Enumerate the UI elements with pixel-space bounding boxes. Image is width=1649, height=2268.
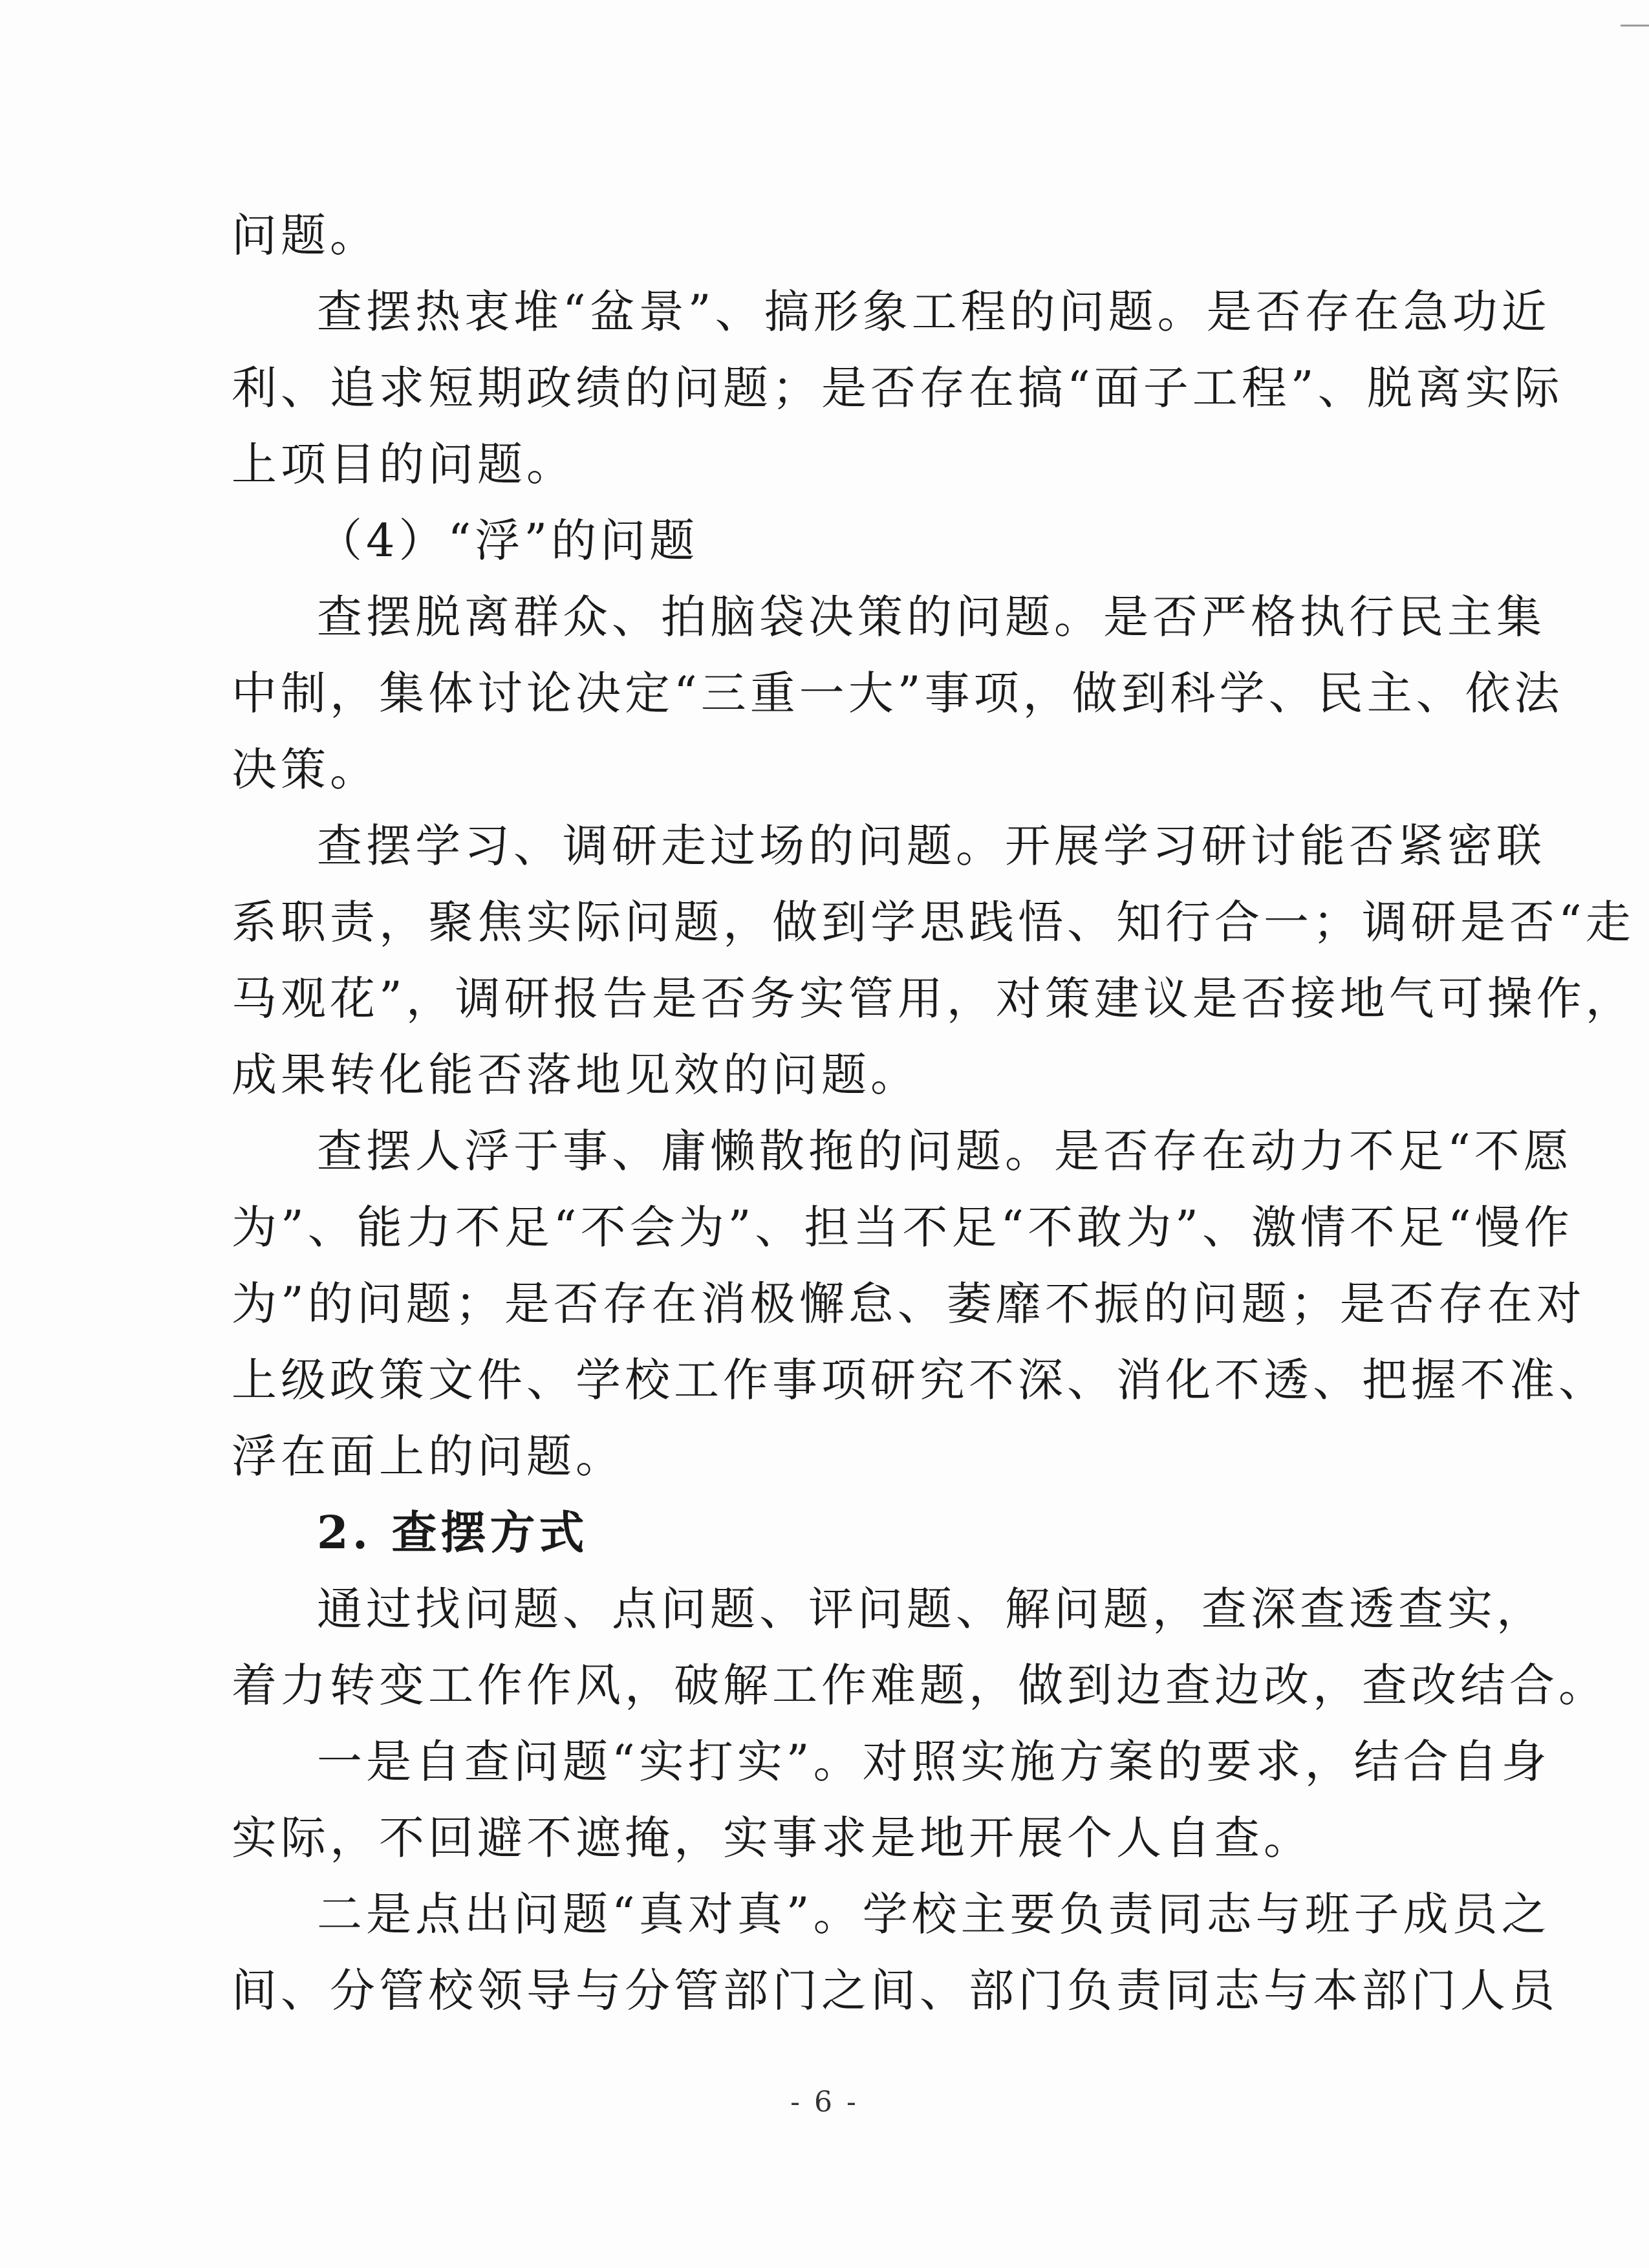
text-line: 为”、能力不足“不会为”、担当不足“不敢为”、激情不足“慢作 — [232, 1201, 1573, 1254]
page-number: - 6 - — [790, 2086, 859, 2119]
text-line: 查摆热衷堆“盆景”、搞形象工程的问题。是否存在急功近 — [317, 285, 1551, 338]
text-line: 系职责，聚焦实际问题，做到学思践悟、知行合一；调研是否“走 — [232, 896, 1635, 949]
text-line: 马观花”，调研报告是否务实管用，对策建议是否接地气可操作， — [232, 972, 1635, 1025]
text-line: 实际，不回避不遮掩，实事求是地开展个人自查。 — [232, 1811, 1313, 1864]
text-line: 查摆学习、调研走过场的问题。开展学习研讨能否紧密联 — [317, 819, 1546, 872]
text-line: 浮在面上的问题。 — [232, 1430, 625, 1483]
text-line: 查摆脱离群众、拍脑袋决策的问题。是否严格执行民主集 — [317, 590, 1546, 643]
text-line: 上项目的问题。 — [232, 438, 576, 491]
text-line: 成果转化能否落地见效的问题。 — [232, 1048, 920, 1101]
text-line: 为”的问题；是否存在消极懈怠、萎靡不振的问题；是否存在对 — [232, 1277, 1586, 1330]
section-heading: （4）“浮”的问题 — [317, 514, 699, 567]
text-line: 一是自查问题“实打实”。对照实施方案的要求，结合自身 — [317, 1735, 1551, 1788]
text-line: 着力转变工作作风，破解工作难题，做到边查边改，查改结合。 — [232, 1659, 1608, 1712]
text-line: 通过找问题、点问题、评问题、解问题，查深查透查实， — [317, 1582, 1546, 1636]
text-line: 上级政策文件、学校工作事项研究不深、消化不透、把握不准、 — [232, 1354, 1608, 1407]
document-body — [232, 197, 1635, 2029]
text-line: 间、分管校领导与分管部门之间、部门负责同志与本部门人员 — [232, 1964, 1558, 2017]
text-line: 问题。 — [232, 209, 379, 262]
text-line: 查摆人浮于事、庸懒散拖的问题。是否存在动力不足“不愿 — [317, 1125, 1573, 1178]
scan-edge-mark — [1621, 25, 1649, 27]
section-heading: 2. 查摆方式 — [317, 1506, 588, 1559]
text-line: 决策。 — [232, 743, 379, 796]
text-line: 中制，集体讨论决定“三重一大”事项，做到科学、民主、依法 — [232, 667, 1564, 720]
text-line: 二是点出问题“真对真”。学校主要负责同志与班子成员之 — [317, 1888, 1551, 1941]
text-line: 利、追求短期政绩的问题；是否存在搞“面子工程”、脱离实际 — [232, 362, 1564, 415]
